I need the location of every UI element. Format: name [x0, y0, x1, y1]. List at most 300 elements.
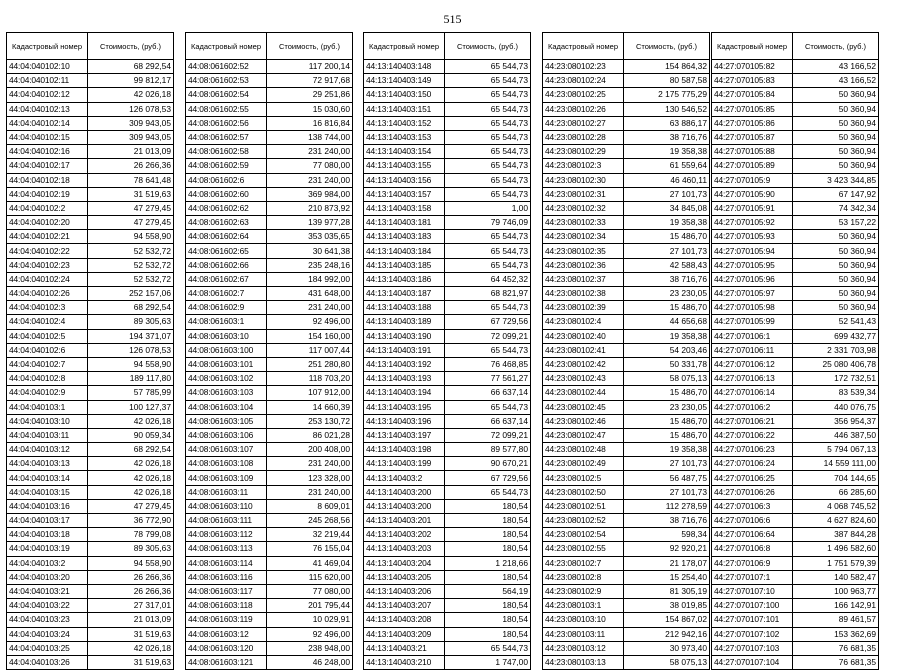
cost-value: 238 948,00 [267, 641, 353, 655]
cadastral-number: 44:23:080102:47 [543, 428, 624, 442]
table-row [364, 287, 531, 301]
cost-value: 47 279,45 [88, 201, 174, 215]
cost-value: 118 703,20 [267, 372, 353, 386]
cost-value: 72 099,21 [445, 329, 531, 343]
cost-value: 65 544,73 [445, 485, 531, 499]
cost-value: 42 026,18 [88, 457, 174, 471]
table-row [186, 457, 353, 471]
cost-value: 1,00 [445, 201, 531, 215]
cadastral-number: 44:08:061602:54 [186, 88, 267, 102]
cadastral-number: 44:04:040103:24 [7, 627, 88, 641]
cost-value: 65 544,73 [445, 230, 531, 244]
table-row [186, 329, 353, 343]
cost-value: 23 230,05 [624, 400, 710, 414]
cadastral-number: 44:27:070105:97 [712, 287, 793, 301]
table-row [543, 471, 710, 485]
cadastral-number: 44:04:040102:23 [7, 258, 88, 272]
cost-value: 43 166,52 [793, 74, 879, 88]
cadastral-number: 44:04:040102:26 [7, 287, 88, 301]
table-row [364, 244, 531, 258]
cadastral-number: 44:13:140403:198 [364, 443, 445, 457]
table-row [543, 443, 710, 457]
table-row [186, 230, 353, 244]
cost-value: 83 539,34 [793, 386, 879, 400]
cadastral-number: 44:08:061603:121 [186, 655, 267, 669]
cost-value: 42 026,18 [88, 88, 174, 102]
cost-value: 42 026,18 [88, 485, 174, 499]
table-row [543, 528, 710, 542]
cost-value: 78 641,48 [88, 173, 174, 187]
table-row [186, 116, 353, 130]
cost-value: 253 130,72 [267, 414, 353, 428]
cost-value: 704 144,65 [793, 471, 879, 485]
cost-value: 52 532,72 [88, 244, 174, 258]
cost-value: 34 845,08 [624, 201, 710, 215]
cadastral-number: 44:13:140403:197 [364, 428, 445, 442]
cost-value: 89 461,57 [793, 613, 879, 627]
cadastral-number: 44:23:080103:12 [543, 641, 624, 655]
table-row [7, 88, 174, 102]
cadastral-number: 44:23:080102:5 [543, 471, 624, 485]
cadastral-number: 44:23:080102:42 [543, 357, 624, 371]
cost-value: 231 240,00 [267, 145, 353, 159]
cost-value: 57 785,99 [88, 386, 174, 400]
cadastral-number: 44:27:070105:9 [712, 173, 793, 187]
cadastral-number: 44:27:070106:9 [712, 556, 793, 570]
table-row [712, 343, 879, 357]
table-row [364, 471, 531, 485]
cadastral-number: 44:13:140403:193 [364, 372, 445, 386]
cadastral-number: 44:13:140403:158 [364, 201, 445, 215]
table-row [186, 173, 353, 187]
cost-header: Стоимость, (руб.) [445, 33, 531, 60]
table-row [712, 88, 879, 102]
header-row [364, 33, 531, 60]
cadastral-number: 44:08:061602:66 [186, 258, 267, 272]
table-row [712, 230, 879, 244]
cost-value: 4 627 824,60 [793, 514, 879, 528]
header-row [712, 33, 879, 60]
table-row [186, 244, 353, 258]
cadastral-number: 44:08:061602:65 [186, 244, 267, 258]
cadastral-number: 44:04:040102:20 [7, 216, 88, 230]
cadastral-number: 44:08:061603:102 [186, 372, 267, 386]
header-row [7, 33, 174, 60]
table-row [186, 514, 353, 528]
cost-value: 76 155,04 [267, 542, 353, 556]
table-row [543, 102, 710, 116]
cost-value: 184 992,00 [267, 272, 353, 286]
cadastral-number: 44:08:061602:59 [186, 159, 267, 173]
cadastral-number: 44:04:040102:8 [7, 372, 88, 386]
table-row [712, 173, 879, 187]
cadastral-number: 44:13:140403:189 [364, 315, 445, 329]
table-row [7, 301, 174, 315]
table-row [543, 485, 710, 499]
cost-value: 231 240,00 [267, 485, 353, 499]
cost-value: 46 248,00 [267, 655, 353, 669]
cost-value: 66 285,60 [793, 485, 879, 499]
cost-value: 10 029,91 [267, 613, 353, 627]
cost-value: 50 360,94 [793, 230, 879, 244]
table-row [543, 357, 710, 371]
cadastral-number: 44:08:061603:1 [186, 315, 267, 329]
cost-value: 47 279,45 [88, 216, 174, 230]
table-row [364, 556, 531, 570]
table-row [543, 88, 710, 102]
table-row [7, 400, 174, 414]
table-row [712, 130, 879, 144]
table-row [186, 343, 353, 357]
cadastral-number: 44:23:080102:32 [543, 201, 624, 215]
table-row [712, 216, 879, 230]
cadastral-number: 44:13:140403:188 [364, 301, 445, 315]
table-row [543, 230, 710, 244]
cadastral-number: 44:23:080102:28 [543, 130, 624, 144]
table-row [364, 372, 531, 386]
cost-value: 123 328,00 [267, 471, 353, 485]
cadastral-number: 44:04:040102:16 [7, 145, 88, 159]
cadastral-number: 44:13:140403:181 [364, 216, 445, 230]
cadastral-number: 44:08:061603:105 [186, 414, 267, 428]
table-row [7, 641, 174, 655]
table-row [7, 457, 174, 471]
cost-value: 90 059,34 [88, 428, 174, 442]
cost-table-4 [542, 32, 710, 670]
cost-value: 64 452,32 [445, 272, 531, 286]
cadastral-number: 44:23:080102:33 [543, 216, 624, 230]
table-row [7, 60, 174, 74]
table-row [7, 357, 174, 371]
cadastral-number: 44:04:040103:23 [7, 613, 88, 627]
header-row [543, 33, 710, 60]
table-row [364, 130, 531, 144]
table-row [543, 542, 710, 556]
cadastral-number: 44:08:061603:10 [186, 329, 267, 343]
table-row [186, 414, 353, 428]
cost-value: 23 230,05 [624, 287, 710, 301]
cost-value: 50 360,94 [793, 130, 879, 144]
cadastral-number: 44:27:070106:64 [712, 528, 793, 542]
cost-value: 92 920,21 [624, 542, 710, 556]
cost-value: 130 546,52 [624, 102, 710, 116]
table-row [7, 372, 174, 386]
table-row [7, 74, 174, 88]
table-row [543, 130, 710, 144]
cadastral-number: 44:27:070106:23 [712, 443, 793, 457]
table-row [543, 329, 710, 343]
cost-value: 201 795,44 [267, 599, 353, 613]
cadastral-number-header: Кадастровый номер [7, 33, 88, 60]
cost-table-1 [6, 32, 174, 670]
cost-value: 1 747,00 [445, 655, 531, 669]
table-row [543, 414, 710, 428]
table-row [7, 542, 174, 556]
table-row [186, 287, 353, 301]
table-row [364, 613, 531, 627]
table-row [186, 372, 353, 386]
cadastral-number: 44:13:140403:186 [364, 272, 445, 286]
cost-table-2 [185, 32, 353, 670]
cadastral-number: 44:08:061603:100 [186, 343, 267, 357]
table-row [7, 471, 174, 485]
cost-value: 68 292,54 [88, 60, 174, 74]
cadastral-number: 44:23:080102:35 [543, 244, 624, 258]
table-row [186, 187, 353, 201]
cost-value: 65 544,73 [445, 301, 531, 315]
cadastral-number: 44:27:070107:102 [712, 627, 793, 641]
table-row [712, 386, 879, 400]
cost-value: 252 157,06 [88, 287, 174, 301]
cost-value: 440 076,75 [793, 400, 879, 414]
cadastral-number: 44:08:061603:101 [186, 357, 267, 371]
cadastral-number: 44:27:070105:89 [712, 159, 793, 173]
cadastral-number: 44:23:080102:55 [543, 542, 624, 556]
cadastral-number: 44:04:040103:21 [7, 584, 88, 598]
cost-value: 117 200,14 [267, 60, 353, 74]
table-row [712, 599, 879, 613]
cadastral-number: 44:13:140403:200 [364, 499, 445, 513]
cost-value: 15 486,70 [624, 230, 710, 244]
table-row [712, 514, 879, 528]
cadastral-number: 44:23:080102:34 [543, 230, 624, 244]
table-row [543, 74, 710, 88]
cadastral-number: 44:23:080102:8 [543, 570, 624, 584]
table-row [543, 244, 710, 258]
cadastral-number: 44:27:070105:84 [712, 88, 793, 102]
cost-value: 100 127,37 [88, 400, 174, 414]
table-row [186, 655, 353, 669]
table-row [186, 258, 353, 272]
cadastral-number: 44:27:070105:82 [712, 60, 793, 74]
table-row [7, 584, 174, 598]
cost-value: 50 360,94 [793, 102, 879, 116]
cost-value: 231 240,00 [267, 173, 353, 187]
table-row [186, 272, 353, 286]
table-row [186, 599, 353, 613]
cost-value: 194 371,07 [88, 329, 174, 343]
table-row [364, 570, 531, 584]
cost-value: 43 166,52 [793, 60, 879, 74]
cost-value: 140 582,47 [793, 570, 879, 584]
cost-value: 29 251,86 [267, 88, 353, 102]
table-row [712, 201, 879, 215]
cost-value: 58 075,13 [624, 372, 710, 386]
table-row [543, 372, 710, 386]
cadastral-number: 44:13:140403:185 [364, 258, 445, 272]
cadastral-number: 44:27:070105:93 [712, 230, 793, 244]
table-row [7, 414, 174, 428]
cost-header: Стоимость, (руб.) [624, 33, 710, 60]
cadastral-number: 44:13:140403:203 [364, 542, 445, 556]
cost-value: 564,19 [445, 584, 531, 598]
cost-value: 46 460,11 [624, 173, 710, 187]
cadastral-number: 44:08:061603:107 [186, 443, 267, 457]
table-row [186, 471, 353, 485]
cadastral-number-header: Кадастровый номер [364, 33, 445, 60]
table-row [364, 599, 531, 613]
cost-value: 65 544,73 [445, 159, 531, 173]
table-row [364, 584, 531, 598]
table-row [712, 613, 879, 627]
table-row [186, 528, 353, 542]
cost-value: 107 912,00 [267, 386, 353, 400]
cadastral-number: 44:27:070105:91 [712, 201, 793, 215]
cost-value: 41 469,04 [267, 556, 353, 570]
cost-value: 154 864,32 [624, 60, 710, 74]
cost-value: 52 532,72 [88, 258, 174, 272]
table-row [543, 258, 710, 272]
cadastral-number: 44:13:140403:209 [364, 627, 445, 641]
cadastral-number: 44:04:040103:14 [7, 471, 88, 485]
table-row [543, 187, 710, 201]
table-row [712, 244, 879, 258]
cost-value: 42 588,43 [624, 258, 710, 272]
cadastral-number: 44:13:140403:206 [364, 584, 445, 598]
table-row [364, 102, 531, 116]
cost-value: 14 660,39 [267, 400, 353, 414]
cost-value: 63 886,17 [624, 116, 710, 130]
cadastral-number: 44:08:061603:11 [186, 485, 267, 499]
cadastral-number: 44:27:070106:11 [712, 343, 793, 357]
table-row [186, 428, 353, 442]
cost-value: 31 519,63 [88, 627, 174, 641]
cost-value: 2 331 703,98 [793, 343, 879, 357]
table-row [364, 514, 531, 528]
cost-value: 66 637,14 [445, 386, 531, 400]
cadastral-number: 44:04:040103:16 [7, 499, 88, 513]
cadastral-number: 44:23:080102:24 [543, 74, 624, 88]
cost-value: 56 487,75 [624, 471, 710, 485]
table-row [712, 471, 879, 485]
cost-value: 77 561,27 [445, 372, 531, 386]
cost-value: 68 292,54 [88, 301, 174, 315]
cadastral-number: 44:13:140403:194 [364, 386, 445, 400]
cost-value: 50 360,94 [793, 88, 879, 102]
table-row [364, 386, 531, 400]
cost-value: 139 977,28 [267, 216, 353, 230]
cost-value: 15 030,60 [267, 102, 353, 116]
cost-value: 76 468,85 [445, 357, 531, 371]
cadastral-number: 44:04:040102:7 [7, 357, 88, 371]
table-row [364, 528, 531, 542]
table-row [364, 201, 531, 215]
cadastral-number: 44:08:061602:58 [186, 145, 267, 159]
cost-value: 235 248,16 [267, 258, 353, 272]
cost-value: 42 026,18 [88, 641, 174, 655]
table-row [364, 230, 531, 244]
table-row [7, 528, 174, 542]
cadastral-number: 44:04:040103:26 [7, 655, 88, 669]
table-row [186, 542, 353, 556]
table-row [712, 542, 879, 556]
cadastral-number: 44:08:061602:6 [186, 173, 267, 187]
table-row [7, 570, 174, 584]
cost-value: 154 867,02 [624, 613, 710, 627]
table-row [364, 272, 531, 286]
table-row [364, 60, 531, 74]
cadastral-number: 44:13:140403:200 [364, 485, 445, 499]
cadastral-number: 44:23:080102:48 [543, 443, 624, 457]
cost-value: 74 342,34 [793, 201, 879, 215]
cadastral-number: 44:04:040103:19 [7, 542, 88, 556]
table-row [186, 443, 353, 457]
cadastral-number: 44:13:140403:208 [364, 613, 445, 627]
cadastral-number: 44:04:040103:17 [7, 514, 88, 528]
cost-value: 38 716,76 [624, 272, 710, 286]
cadastral-number: 44:08:061602:53 [186, 74, 267, 88]
table-row [543, 116, 710, 130]
cost-value: 25 080 406,78 [793, 357, 879, 371]
table-row [186, 556, 353, 570]
cost-value: 65 544,73 [445, 343, 531, 357]
cost-value: 67 729,56 [445, 471, 531, 485]
table-row [364, 414, 531, 428]
cost-value: 19 358,38 [624, 443, 710, 457]
cadastral-number: 44:13:140403:155 [364, 159, 445, 173]
cost-value: 15 486,70 [624, 428, 710, 442]
cost-value: 67 729,56 [445, 315, 531, 329]
table-row [364, 499, 531, 513]
cadastral-number: 44:27:070106:24 [712, 457, 793, 471]
cost-value: 387 844,28 [793, 528, 879, 542]
cost-value: 180,54 [445, 499, 531, 513]
table-row [7, 514, 174, 528]
cost-value: 65 544,73 [445, 145, 531, 159]
table-row [543, 599, 710, 613]
table-row [7, 315, 174, 329]
cost-value: 65 544,73 [445, 88, 531, 102]
cost-value: 38 716,76 [624, 514, 710, 528]
cost-value: 26 266,36 [88, 570, 174, 584]
cadastral-number: 44:04:040102:5 [7, 329, 88, 343]
cost-value: 38 716,76 [624, 130, 710, 144]
cadastral-number: 44:23:080102:51 [543, 499, 624, 513]
cadastral-number: 44:13:140403:202 [364, 528, 445, 542]
cost-value: 38 019,85 [624, 599, 710, 613]
table-row [712, 556, 879, 570]
cost-value: 138 744,00 [267, 130, 353, 144]
cadastral-number: 44:04:040102:15 [7, 130, 88, 144]
table-row [543, 627, 710, 641]
table-row [543, 301, 710, 315]
cadastral-number-header: Кадастровый номер [543, 33, 624, 60]
cost-value: 50 360,94 [793, 287, 879, 301]
cost-value: 50 360,94 [793, 301, 879, 315]
cadastral-number: 44:13:140403:151 [364, 102, 445, 116]
cadastral-number: 44:13:140403:191 [364, 343, 445, 357]
cadastral-number: 44:23:080103:13 [543, 655, 624, 669]
cost-value: 15 254,40 [624, 570, 710, 584]
cost-value: 65 544,73 [445, 400, 531, 414]
cadastral-number: 44:08:061603:116 [186, 570, 267, 584]
cost-value: 19 358,38 [624, 145, 710, 159]
cadastral-number: 44:23:080102:46 [543, 414, 624, 428]
cost-value: 26 266,36 [88, 159, 174, 173]
cadastral-number: 44:13:140403:152 [364, 116, 445, 130]
cadastral-number: 44:08:061603:113 [186, 542, 267, 556]
cadastral-number: 44:04:040103:22 [7, 599, 88, 613]
cost-header: Стоимость, (руб.) [88, 33, 174, 60]
cost-value: 53 157,22 [793, 216, 879, 230]
table-row [543, 216, 710, 230]
cadastral-number: 44:04:040103:12 [7, 443, 88, 457]
table-row [364, 641, 531, 655]
table-row [7, 145, 174, 159]
cadastral-number: 44:13:140403:205 [364, 570, 445, 584]
cadastral-number: 44:04:040102:12 [7, 88, 88, 102]
table-row [543, 145, 710, 159]
